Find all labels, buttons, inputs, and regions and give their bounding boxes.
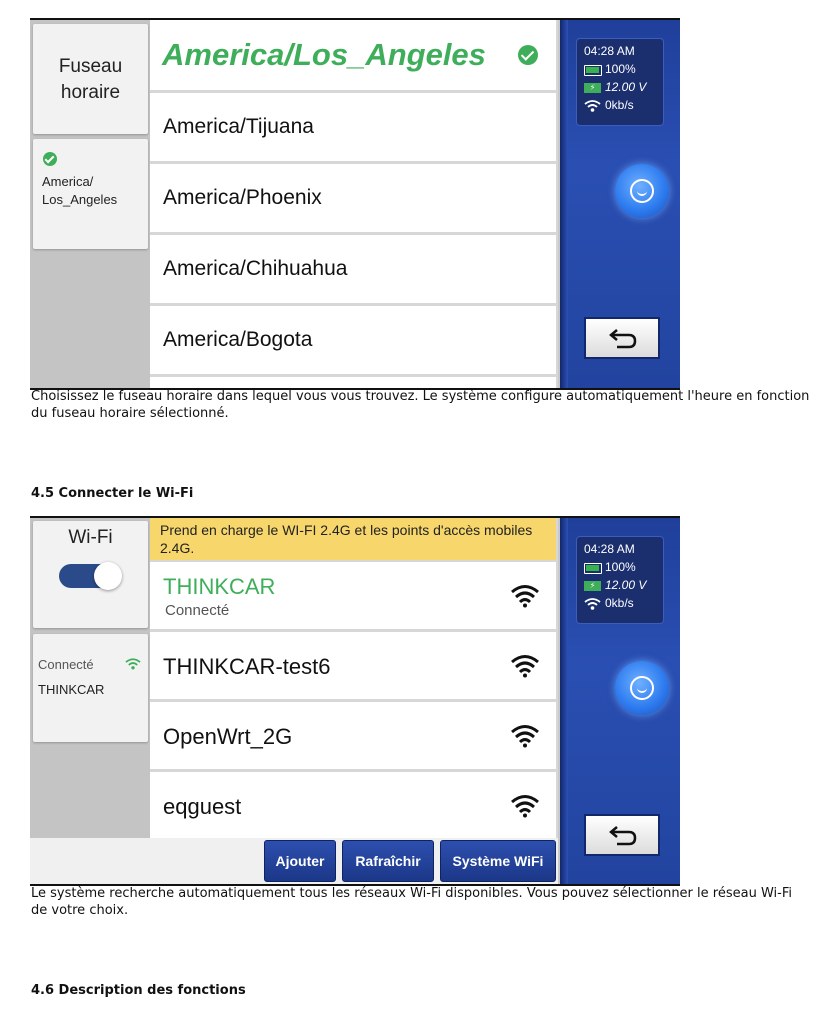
wifi-row[interactable] (150, 632, 556, 699)
wifi-signal-icon (510, 794, 540, 818)
sidebar-edge (560, 20, 568, 388)
timezone-title (33, 54, 148, 106)
timezone-screenshot (30, 18, 680, 390)
wifi-signal-icon (510, 724, 540, 748)
back-button[interactable] (584, 317, 660, 359)
wifi-signal-icon (510, 654, 540, 678)
status-panel (576, 536, 664, 624)
timezone-row[interactable] (150, 235, 556, 303)
timezone-row[interactable] (150, 164, 556, 232)
assistant-icon (630, 676, 654, 700)
wifi-title-tile (33, 521, 148, 628)
wifi-ssid: eqguest (163, 794, 242, 819)
back-button[interactable] (584, 814, 660, 856)
battery-icon (584, 563, 602, 574)
section-heading-functions: 4.6 Description des fonctions (31, 983, 246, 998)
status-sidebar (560, 518, 680, 884)
wifi-ssid: THINKCAR-test6 (163, 654, 331, 679)
wifi-icon (584, 598, 601, 610)
status-time: 04:28 AM (584, 44, 635, 58)
wifi-icon (584, 100, 601, 112)
wifi-title: Wi-Fi (68, 527, 113, 548)
wifi-ssid: THINKCAR (163, 574, 276, 599)
system-wifi-button[interactable]: Système WiFi (440, 840, 556, 882)
timezone-row-selected[interactable] (150, 20, 556, 90)
wifi-list (150, 518, 558, 884)
wifi-row[interactable] (150, 772, 556, 838)
wifi-status: Connecté (165, 602, 230, 619)
refresh-button[interactable]: Rafraîchir (342, 840, 434, 882)
status-speed: 0kb/s (605, 98, 634, 112)
timezone-title-line: Fuseau (58, 56, 123, 77)
section-heading-wifi: 4.5 Connecter le Wi-Fi (31, 486, 194, 501)
wifi-bottom-bar (30, 838, 558, 884)
timezone-label: America/Tijuana (163, 115, 314, 138)
wifi-left-panel (30, 518, 150, 884)
status-speed: 0kb/s (605, 596, 634, 610)
check-icon (43, 152, 57, 166)
status-voltage: 12.00 V (605, 80, 647, 94)
timezone-title-tile (33, 24, 148, 134)
current-timezone-line1: America/ (42, 174, 94, 189)
timezone-label: America/Bogota (163, 328, 313, 351)
wifi-row[interactable] (150, 562, 556, 629)
timezone-label: America/Chihuahua (163, 257, 348, 280)
timezone-left-panel (30, 20, 150, 388)
selected-timezone-label: America/Los_Angeles (162, 37, 486, 72)
sidebar-edge (560, 518, 568, 884)
connected-ssid: THINKCAR (38, 682, 105, 697)
add-button[interactable]: Ajouter (264, 840, 336, 882)
timezone-label: America/Phoenix (163, 186, 322, 209)
paragraph-wifi: Le système recherche automatiquement tous les réseaux Wi-Fi disponibles. Vous pouvez sélectionner le réseau Wi-Fi de votre choix. (31, 886, 792, 918)
power-icon: ⚡ (584, 581, 601, 591)
connected-label: Connecté (38, 657, 94, 672)
battery-icon (584, 65, 602, 76)
assistant-button[interactable] (615, 661, 669, 715)
timezone-row[interactable] (150, 93, 556, 161)
status-sidebar (560, 20, 680, 388)
timezone-title-line: horaire (60, 82, 121, 103)
wifi-screenshot (30, 516, 680, 886)
status-battery: 100% (605, 560, 636, 574)
power-icon: ⚡ (584, 83, 601, 93)
toggle-knob (94, 562, 122, 590)
paragraph-timezone: Choisissez le fuseau horaire dans lequel vous vous trouvez. Le système configure automatiquement l'heure en fonction du fuseau horaire sélectionné. (31, 389, 810, 421)
assistant-button[interactable] (615, 164, 669, 218)
timezone-list (150, 20, 558, 388)
status-panel (576, 38, 664, 126)
wifi-toggle[interactable] (59, 564, 121, 588)
status-time: 04:28 AM (584, 542, 635, 556)
wifi-notice: Prend en charge le WI-FI 2.4G et les points d'accès mobiles 2.4G. (150, 518, 556, 560)
wifi-ssid: OpenWrt_2G (163, 724, 293, 749)
status-voltage: 12.00 V (605, 578, 647, 592)
status-battery: 100% (605, 62, 636, 76)
back-arrow-icon (609, 326, 637, 350)
back-arrow-icon (609, 823, 637, 847)
wifi-row[interactable] (150, 702, 556, 769)
current-timezone-line2: Los_Angeles (42, 192, 118, 207)
connected-tile (33, 634, 148, 742)
current-timezone-tile (33, 139, 148, 249)
selected-check-icon (518, 45, 538, 65)
current-timezone-label (42, 173, 117, 209)
assistant-icon (630, 179, 654, 203)
wifi-connected-icon (125, 658, 141, 670)
wifi-signal-icon (510, 584, 540, 608)
timezone-row[interactable] (150, 306, 556, 374)
